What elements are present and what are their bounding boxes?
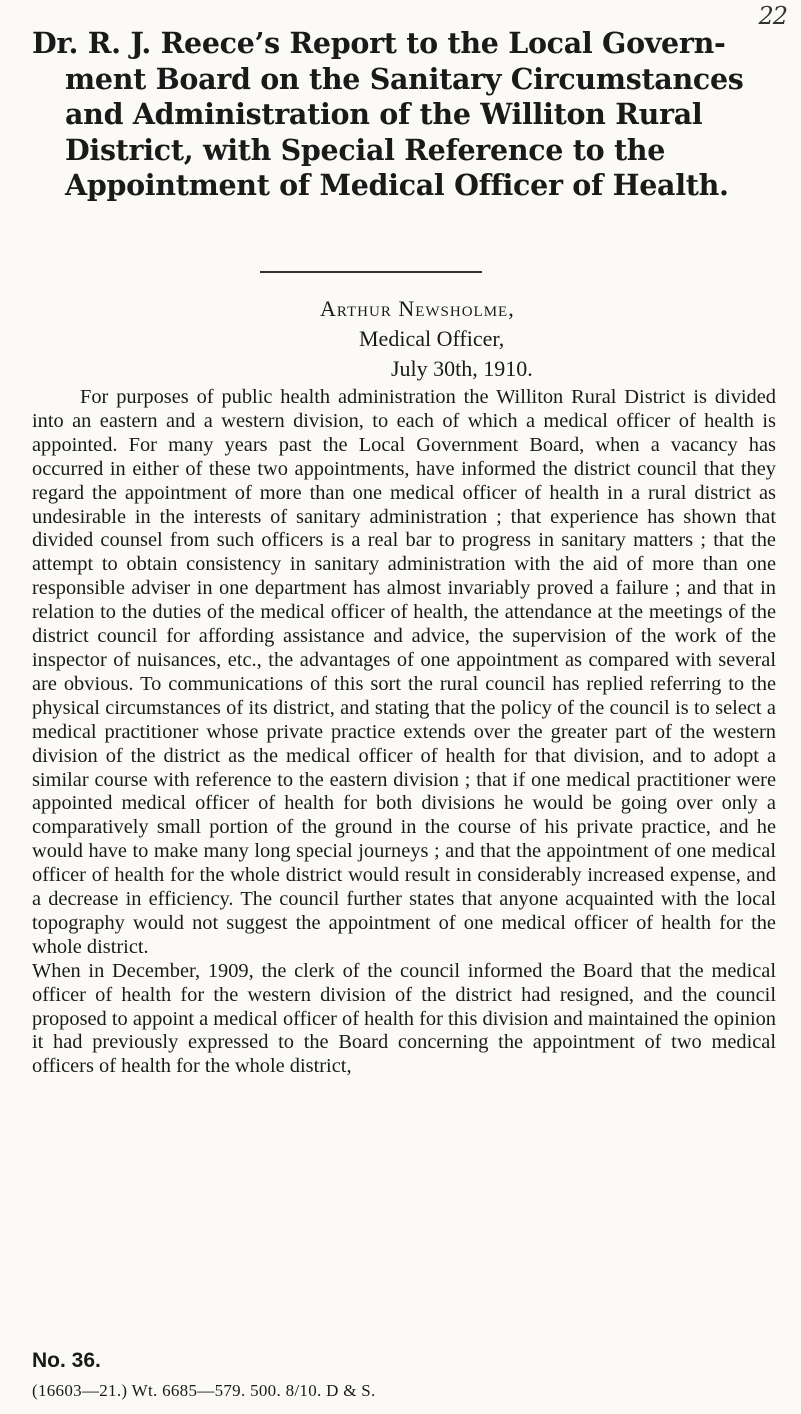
report-title [32, 26, 772, 204]
title-line: and Administration of the Williton Rural [65, 97, 703, 131]
paragraph: When in December, 1909, the clerk of the council informed the Board that the medical officer of health for the western division of the district had resigned, and the council proposed to appoint a medical officer of health for this division and maintained the opinion it had previously expressed to the Board concerning the appointment of two medical officers of health for the whole district, [32, 959, 776, 1078]
title-line: Dr. R. J. Reece’s Report to the Local Govern- [32, 26, 726, 60]
paragraph: For purposes of public health administration the Williton Rural District is divided into an eastern and a western division, to each of which a medical officer of health is appointed. For many years past the Local Government Board, when a vacancy has occurred in either of these two appointments, have informed the district council that they regard the appointment of more than one medical officer of health in a rural district as undesirable in the interests of sanitary administration ; that experience has shown that divided counsel from such officers is a real bar to progress in sanitary matters ; that the attempt to obtain consistency in sanitary administration with the aid of more than one responsible adviser in one department has almost invariably proved a failure ; and that in relation to the duties of the medical officer of health, the attendance at the meetings of the district council for affording assistance and advice, the supervision of the work of the inspector of nuisances, etc., the advantages of one appointment as compared with several are obvious. To communications of this sort the rural council has replied referring to the physical circumstances of its district, and stating that the policy of the council is to select a medical practitioner whose private practice extends over the greater part of the western division of the district as the medical officer of health for that division, and to adopt a similar course with reference to the eastern division ; that if one medical practitioner were appointed medical officer of health for both divisions he would be going over only a comparatively small portion of the ground in the course of his private practice, and he would have to make many long special journeys ; and that the appointment of one medical officer of health for the whole district would result in considerably increased expense, and a decrease in efficiency. The council further states that anyone acquainted with the local topography would not suggest the appointment of one medical officer of health for the whole district. [32, 386, 776, 958]
title-line: ment Board on the Sanitary Circumstances [65, 61, 744, 96]
divider [260, 271, 482, 273]
signature-role: Medical Officer, [359, 326, 505, 351]
print-info: (16603—21.) Wt. 6685—579. 500. 8/10. D & S. [32, 1381, 376, 1400]
document-number: No. 36. [32, 1349, 101, 1372]
page-mark: 22 [758, 2, 787, 30]
title-line: Appointment of Medical Officer of Health. [65, 168, 729, 202]
title-line: District, with Special Reference to the [65, 132, 666, 167]
signature-author: Arthur Newsholme, [320, 296, 515, 321]
report-body [32, 386, 776, 1079]
signature-block [300, 294, 720, 384]
signature-date: July 30th, 1910. [391, 356, 533, 381]
